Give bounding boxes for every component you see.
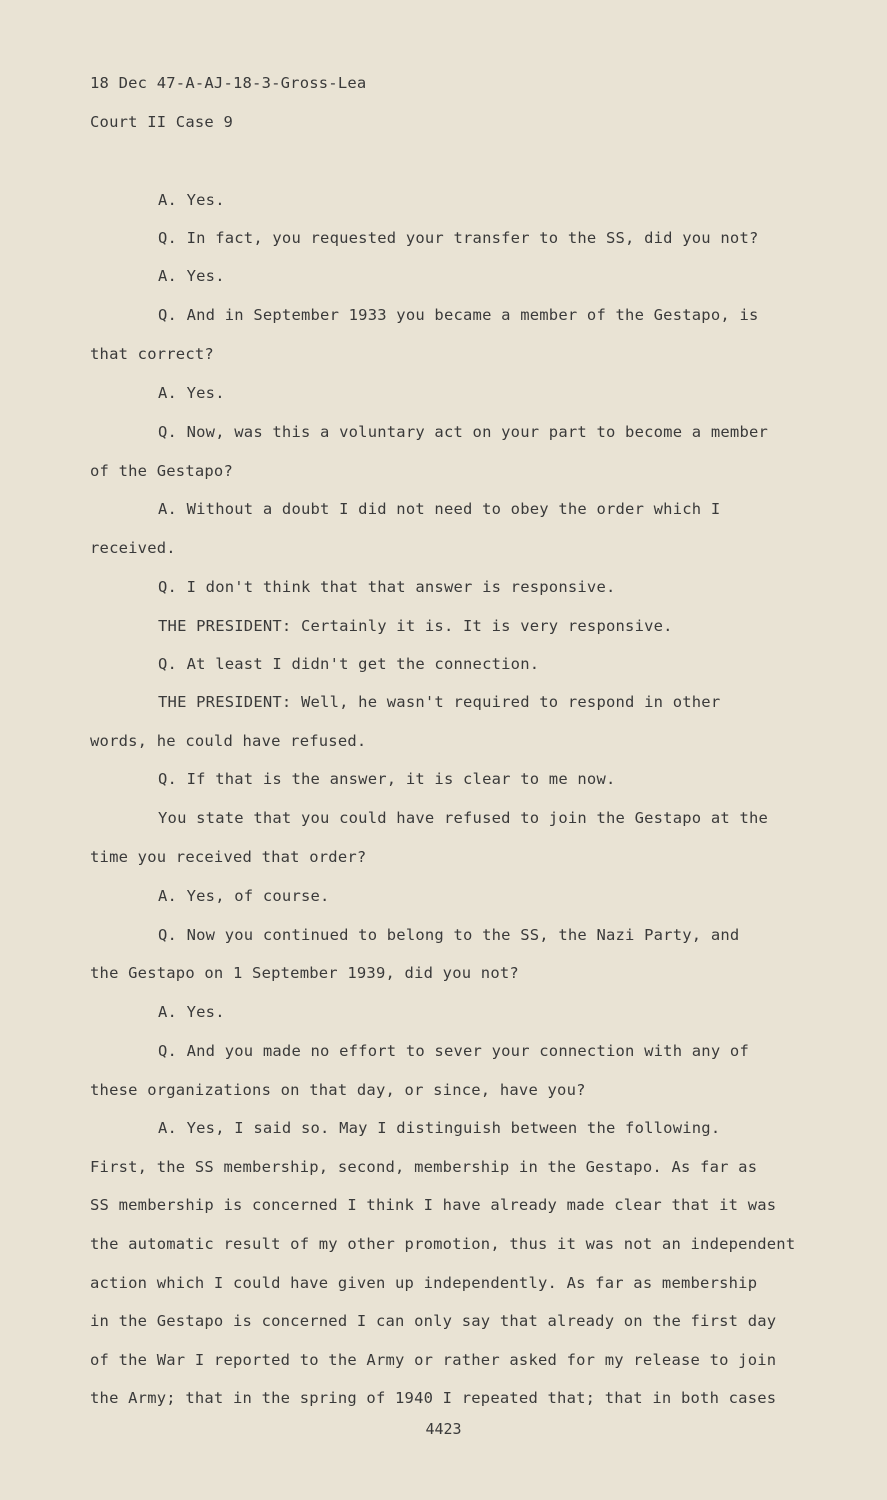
page-number: 4423 — [425, 1420, 462, 1438]
text-line: Q. And in September 1933 you became a member of the Gestapo, is — [158, 306, 759, 324]
text-line: You state that you could have refused to join the Gestapo at the — [158, 809, 769, 827]
text-line: A. Yes, of course. — [158, 887, 330, 905]
text-line: A. Yes. — [158, 191, 225, 209]
text-line: Q. Now, was this a voluntary act on your part to become a member — [158, 423, 769, 441]
text-line: the automatic result of my other promotion, thus it was not an independent — [90, 1235, 796, 1253]
text-line: the Gestapo on 1 September 1939, did you not? — [90, 964, 519, 982]
text-line: these organizations on that day, or since, have you? — [90, 1081, 586, 1099]
text-line: that correct? — [90, 345, 214, 363]
header-line-1: 18 Dec 47-A-AJ-18-3-Gross-Lea — [90, 74, 367, 92]
text-line: the Army; that in the spring of 1940 I repeated that; that in both cases — [90, 1389, 777, 1407]
text-line: Q. Now you continued to belong to the SS, the Nazi Party, and — [158, 926, 740, 944]
text-line: First, the SS membership, second, membership in the Gestapo. As far as — [90, 1158, 758, 1176]
text-line: A. Yes, I said so. May I distinguish between the following. — [158, 1119, 721, 1137]
text-line: Q. If that is the answer, it is clear to me now. — [158, 770, 616, 788]
text-line: THE PRESIDENT: Well, he wasn't required to respond in other — [158, 693, 721, 711]
text-line: time you received that order? — [90, 848, 367, 866]
text-line: Q. In fact, you requested your transfer to the SS, did you not? — [158, 229, 759, 247]
text-line: of the Gestapo? — [90, 462, 233, 480]
text-line: A. Yes. — [158, 267, 225, 285]
text-line: A. Yes. — [158, 1003, 225, 1021]
text-line: of the War I reported to the Army or rather asked for my release to join — [90, 1351, 777, 1369]
text-line: A. Yes. — [158, 384, 225, 402]
text-line: Q. At least I didn't get the connection. — [158, 655, 540, 673]
header-line-2: Court II Case 9 — [90, 113, 233, 131]
text-line: received. — [90, 539, 176, 557]
text-line: words, he could have refused. — [90, 732, 367, 750]
text-line: in the Gestapo is concerned I can only say that already on the first day — [90, 1312, 777, 1330]
text-line: action which I could have given up independently. As far as membership — [90, 1274, 758, 1292]
text-line: SS membership is concerned I think I have already made clear that it was — [90, 1196, 777, 1214]
text-line: A. Without a doubt I did not need to obey the order which I — [158, 500, 721, 518]
text-line: Q. And you made no effort to sever your connection with any of — [158, 1042, 749, 1060]
text-line: THE PRESIDENT: Certainly it is. It is very responsive. — [158, 617, 673, 635]
text-line: Q. I don't think that that answer is responsive. — [158, 578, 616, 596]
